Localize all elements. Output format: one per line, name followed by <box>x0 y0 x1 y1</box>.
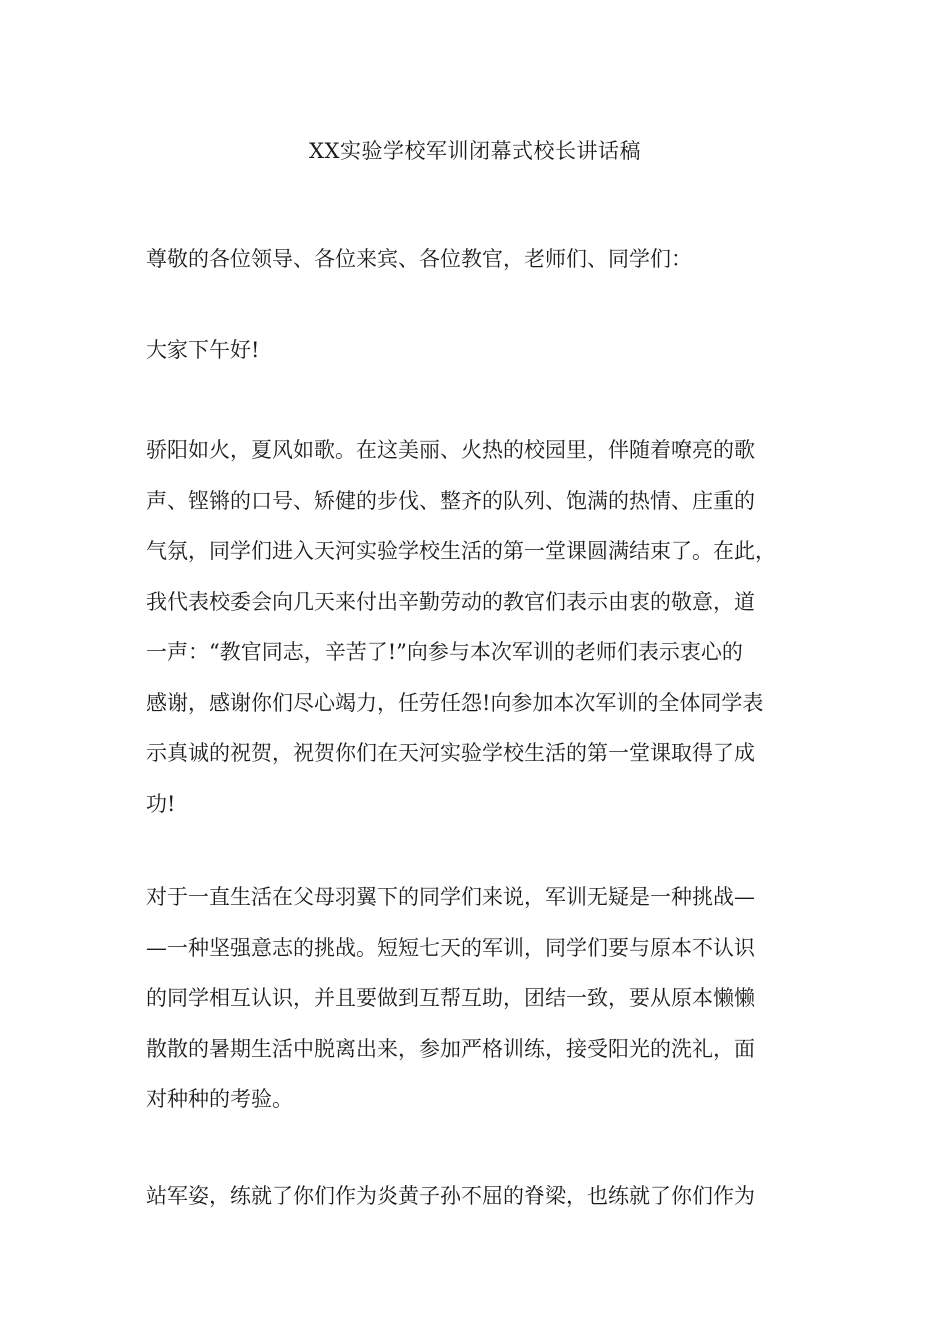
document-title: XX实验学校军训闭幕式校长讲话稿 <box>309 139 641 163</box>
body-paragraph-1 <box>146 425 814 829</box>
paragraph-line: 感谢，感谢你们尽心竭力，任劳任怨!向参加本次军训的全体同学表 <box>146 690 764 715</box>
paragraph-line: 一声：“教官同志，辛苦了!”向参与本次军训的老师们表示衷心的 <box>146 640 743 664</box>
paragraph-line: 我代表校委会向几天来付出辛勤劳动的教官们表示由衷的敬意，道 <box>146 589 755 614</box>
paragraph-line: 示真诚的祝贺，祝贺你们在天河实验学校生活的第一堂课取得了成 <box>146 741 755 765</box>
paragraph-line: 的同学相互认识，并且要做到互帮互助，团结一致，要从原本懒懒 <box>146 986 755 1010</box>
paragraph-line: 散散的暑期生活中脱离出来，参加严格训练，接受阳光的洗礼，面 <box>146 1036 755 1061</box>
body-paragraph-2 <box>146 872 814 1125</box>
paragraph-line: 气氛，同学们进入天河实验学校生活的第一堂课圆满结束了。在此， <box>146 539 776 563</box>
paragraph-line: 骄阳如火，夏风如歌。在这美丽、火热的校园里，伴随着嘹亮的歌 <box>146 438 755 462</box>
paragraph-line: 站军姿，练就了你们作为炎黄子孙不屈的脊梁，也练就了你们作为 <box>146 1184 755 1208</box>
body-paragraph-3 <box>146 1171 814 1222</box>
paragraph-line: 功! <box>146 791 176 816</box>
opening-greeting-line: 大家下午好! <box>146 338 260 362</box>
salutation-line: 尊敬的各位领导、各位来宾、各位教官，老师们、同学们： <box>146 247 692 271</box>
paragraph-line: 声、铿锵的口号、矫健的步伐、整齐的队列、饱满的热情、庄重的 <box>146 488 755 513</box>
opening-greeting <box>146 325 814 376</box>
paragraph-line: 对种种的考验。 <box>146 1087 293 1111</box>
salutation <box>146 234 814 285</box>
paragraph-line: —一种坚强意志的挑战。短短七天的军训，同学们要与原本不认识 <box>146 935 755 960</box>
paragraph-line: 对于一直生活在父母羽翼下的同学们来说，军训无疑是一种挑战— <box>146 885 755 909</box>
